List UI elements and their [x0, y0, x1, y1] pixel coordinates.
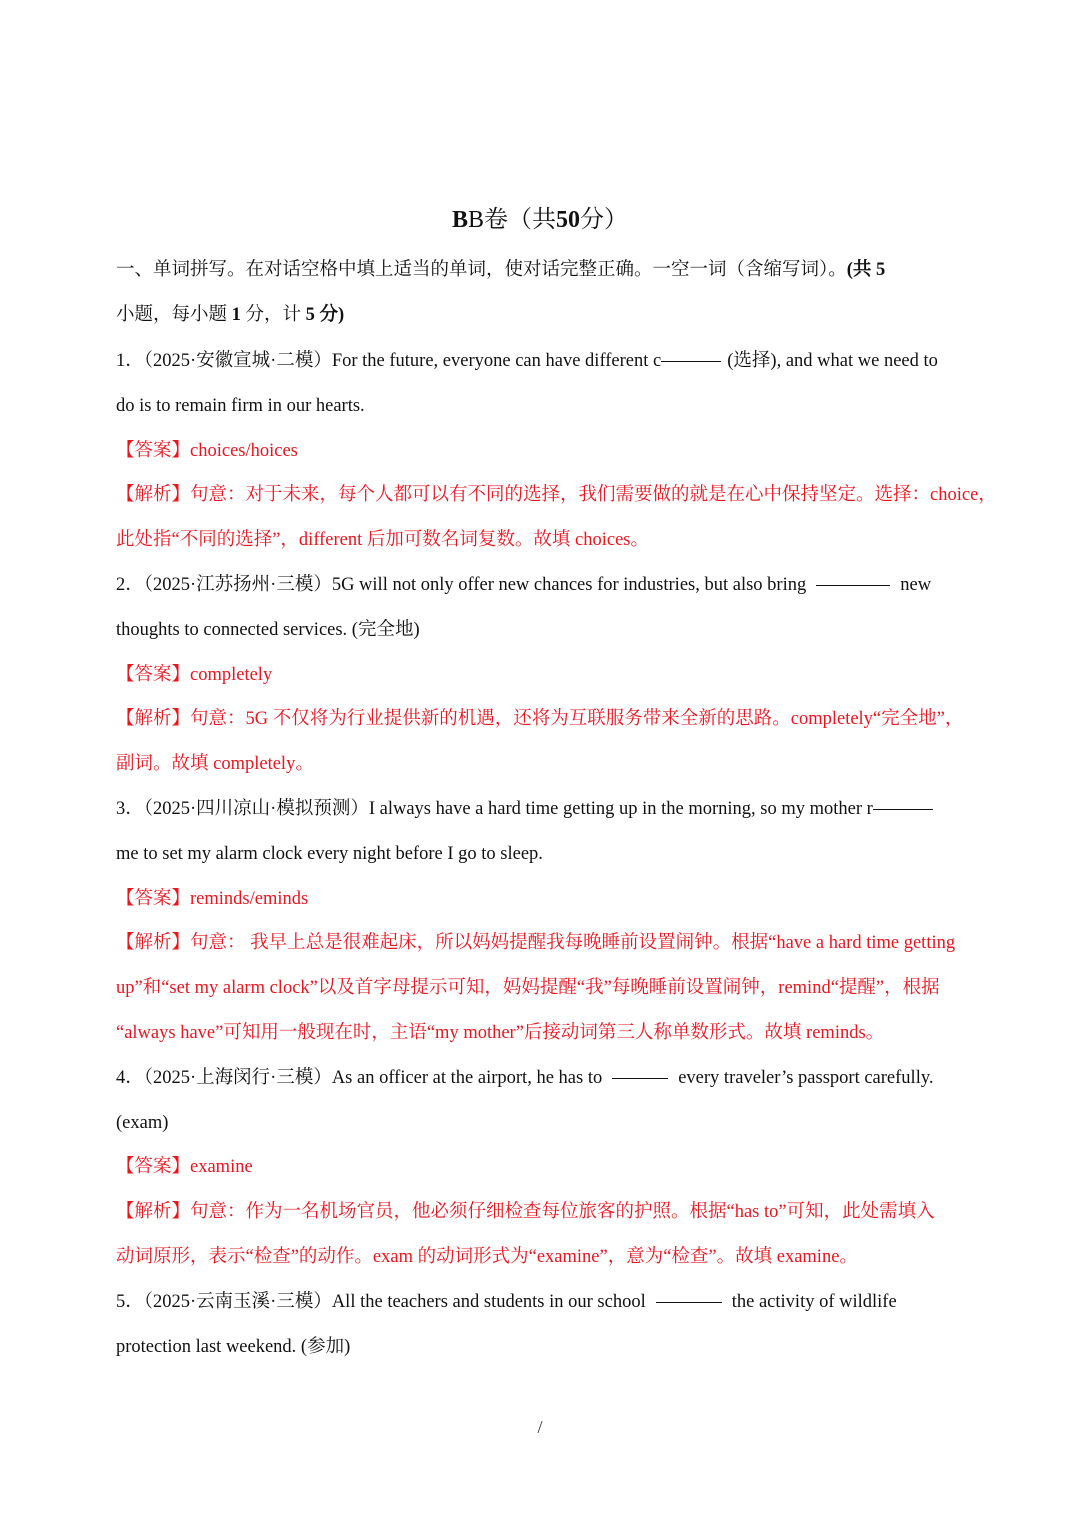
question-text: every traveler’s passport carefully. — [678, 1068, 934, 1088]
question-4-analysis: 【解析】句意：作为一名机场官员，他必须仔细检查每位旅客的护照。根据“has to”可知，此处需填入 — [116, 1202, 935, 1222]
section-instruction-text: 一、单词拼写。在对话空格中填上适当的单词，使对话完整正确。一空一词（含缩写词）。 — [116, 260, 847, 280]
question-3-answer: 【答案】reminds/eminds — [116, 889, 309, 909]
section-instruction — [116, 255, 986, 285]
question-text: 3．（2025·四川凉山·模拟预测）I always have a hard time getting up in the morning, so my mother r — [116, 799, 873, 819]
scoring-c: 分，计 — [240, 305, 306, 325]
question-4-answer: 【答案】examine — [116, 1157, 253, 1177]
question-5-line1 — [116, 1287, 986, 1317]
question-text: 5．（2025·云南玉溪·三模）All the teachers and students in our school — [116, 1292, 646, 1312]
question-text: 1．（2025·安徽宣城·二模）For the future, everyone can have different c — [116, 351, 662, 371]
question-3-analysis: “always have”可知用一般现在时，主语“my mother”后接动词第三人称单数形式。故填 reminds。 — [116, 1023, 885, 1043]
scoring-e: 分) — [314, 305, 345, 325]
question-2-analysis: 【解析】句意：5G 不仅将为行业提供新的机遇，还将为互联服务带来全新的思路。completely“完全地”， — [116, 709, 964, 729]
question-2-line2: thoughts to connected services. (完全地) — [116, 620, 420, 640]
title-score: 50 — [556, 207, 581, 233]
page-title — [0, 203, 1080, 237]
question-text: 4．（2025·上海闵行·三模）As an officer at the airport, he has to — [116, 1068, 603, 1088]
title-b: B — [451, 207, 468, 233]
title-label: B卷（共 — [468, 207, 557, 233]
question-1-answer: 【答案】choices/hoices — [116, 441, 298, 461]
question-5-line2: protection last weekend. (参加) — [116, 1337, 351, 1357]
answer-blank — [656, 1301, 722, 1303]
section-scoring — [116, 300, 986, 330]
title-suffix: 分） — [580, 207, 629, 233]
question-3-analysis: up”和“set my alarm clock”以及首字母提示可知，妈妈提醒“我”每晚睡前设置闹钟，remind“提醒”，根据 — [116, 978, 940, 998]
answer-blank — [612, 1077, 668, 1079]
page-number: / — [537, 1417, 543, 1437]
question-1-line2: do is to remain firm in our hearts. — [116, 396, 365, 416]
answer-blank — [661, 360, 721, 362]
question-3-analysis: 【解析】句意： 我早上总是很难起床，所以妈妈提醒我每晚睡前设置闹钟。根据“have a hard time getting — [116, 933, 956, 953]
section-instruction-bold: (共 5 — [846, 260, 886, 280]
question-text: the activity of wildlife — [731, 1292, 897, 1312]
question-4-analysis: 动词原形，表示“检查”的动作。exam 的动词形式为“examine”，意为“检查”。故填 examine。 — [116, 1247, 858, 1267]
question-1-line1 — [116, 346, 986, 376]
question-4-line1 — [116, 1063, 986, 1093]
answer-blank — [816, 584, 890, 586]
question-4-line2: (exam) — [116, 1113, 169, 1133]
question-1-analysis: 此处指“不同的选择”，different 后加可数名词复数。故填 choices。 — [116, 530, 649, 550]
scoring-b: 1 — [231, 305, 241, 325]
question-1-analysis: 【解析】句意：对于未来，每个人都可以有不同的选择，我们需要做的就是在心中保持坚定。选择：choice， — [116, 485, 997, 505]
question-3-line2: me to set my alarm clock every night before I go to sleep. — [116, 844, 543, 864]
question-text: new — [900, 575, 932, 595]
question-2-analysis: 副词。故填 completely。 — [116, 754, 314, 774]
question-3-line1 — [116, 794, 986, 824]
question-text: 2．（2025·江苏扬州·三模）5G will not only offer new chances for industries, but also bring — [116, 575, 807, 595]
question-2-line1 — [116, 570, 986, 600]
question-text: (选择), and what we need to — [727, 351, 938, 371]
scoring-a: 小题，每小题 — [116, 305, 232, 325]
answer-blank — [873, 808, 933, 810]
scoring-d: 5 — [305, 305, 315, 325]
question-2-answer: 【答案】completely — [116, 665, 273, 685]
